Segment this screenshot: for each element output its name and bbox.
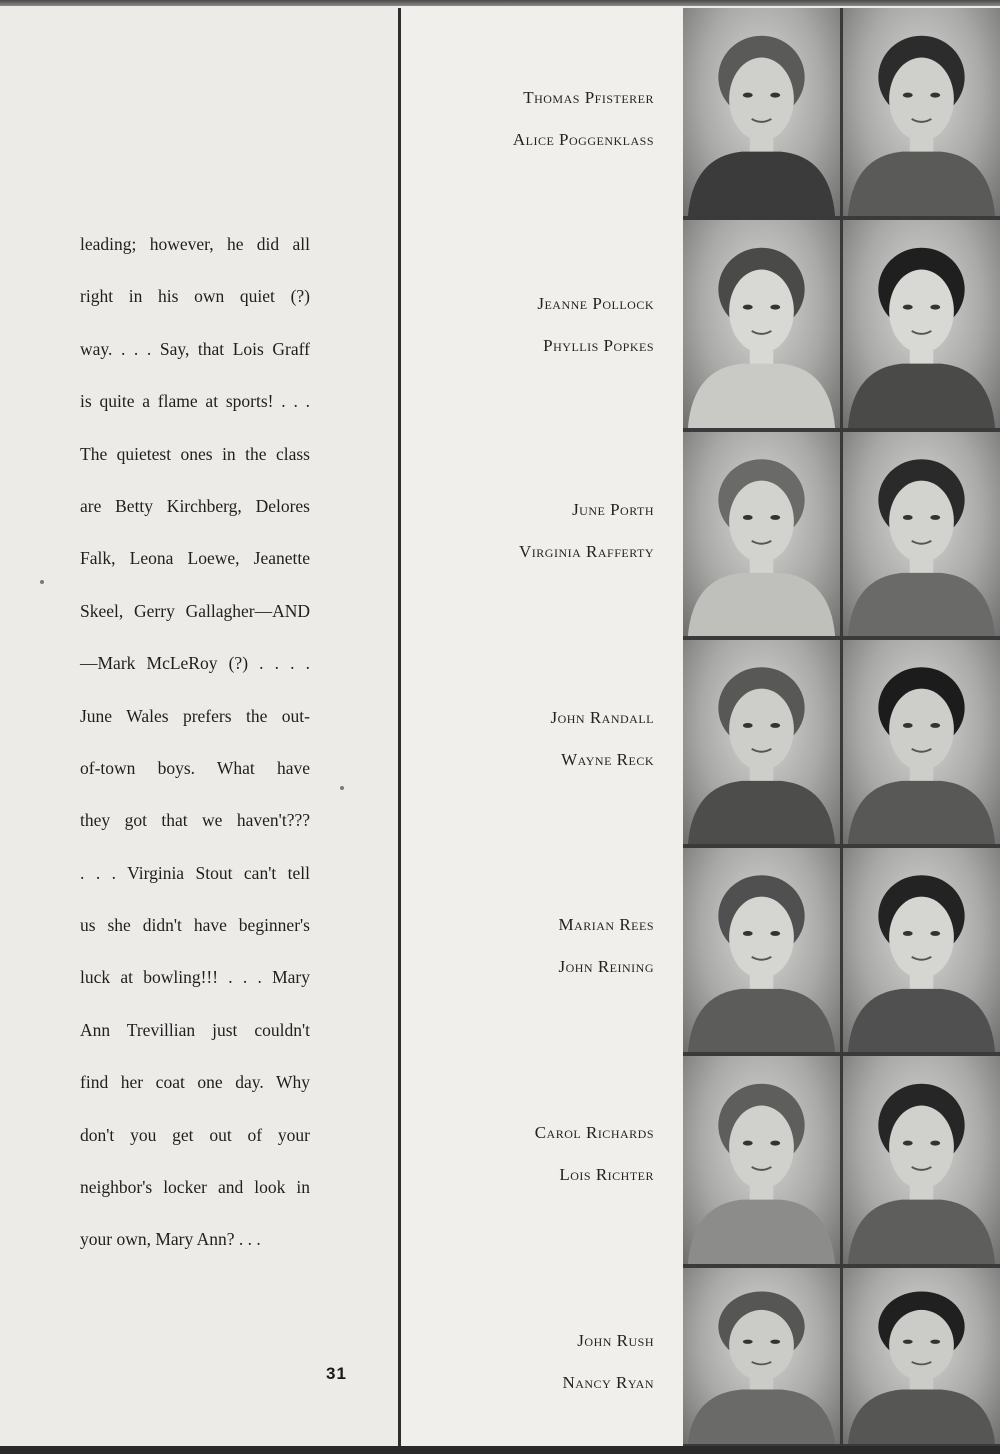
text-line: Ann Trevillian just couldn't [80,1019,310,1040]
text-line: luck at bowling!!! . . . Mary [80,967,310,988]
student-name: Carol Richards [534,1123,654,1142]
student-name: John Rush [577,1331,654,1350]
text-line: —Mark McLeRoy (?) . . . . [80,653,310,674]
student-name: Marian Rees [558,915,654,934]
text-line: leading; however, he did all [80,234,310,254]
text-line: Falk, Leona Loewe, Jeanette [80,548,310,569]
text-line: The quietest ones in the class [80,443,310,464]
student-portrait [683,8,840,216]
text-line: Skeel, Gerry Gallagher—AND [80,600,310,621]
student-portrait [683,848,840,1052]
student-portrait [843,1056,1000,1264]
student-name: Nancy Ryan [562,1373,654,1392]
text-line: neighbor's locker and look in [80,1177,310,1198]
student-name: Virginia Rafferty [519,542,654,561]
student-portrait [843,1268,1000,1444]
student-name: John Randall [550,708,654,727]
text-line: right in his own quiet (?) [80,286,310,307]
text-line: . . . Virginia Stout can't tell [80,862,310,883]
print-speck [340,786,344,790]
text-line: find her coat one day. Why [80,1072,310,1093]
gossip-paragraph [80,226,310,1274]
text-line: is quite a flame at sports! . . . [80,391,310,412]
text-line: are Betty Kirchberg, Delores [80,495,310,516]
student-portrait [843,640,1000,844]
student-portrait [683,220,840,428]
student-name: Thomas Pfisterer [523,88,654,107]
student-portrait [683,1056,840,1264]
text-line: your own, Mary Ann? . . . [80,1229,261,1250]
student-portrait [683,432,840,636]
text-line: us she didn't have beginner's [80,915,310,936]
text-line: of-town boys. What have [80,757,310,778]
student-portrait [843,432,1000,636]
student-name: Lois Richter [559,1165,654,1184]
student-name: Wayne Reck [561,750,654,769]
student-portrait [843,848,1000,1052]
student-portrait [843,8,1000,216]
text-line: don't you get out of your [80,1124,310,1145]
text-line: way. . . . Say, that Lois Graff [80,338,310,359]
portrait-grid [683,8,1000,1446]
student-name: Phyllis Popkes [543,336,654,355]
student-portrait [683,640,840,844]
student-portrait [683,1268,840,1444]
student-name: Jeanne Pollock [537,294,654,313]
student-portrait [843,220,1000,428]
page-number: 31 [326,1364,347,1383]
student-name: June Porth [572,500,654,519]
text-line: they got that we haven't??? [80,810,310,831]
student-name: Alice Poggenklass [512,130,654,149]
print-speck [40,580,44,584]
student-name: John Reining [558,957,654,976]
text-line: June Wales prefers the out- [80,705,310,726]
left-text-column [0,6,398,1446]
